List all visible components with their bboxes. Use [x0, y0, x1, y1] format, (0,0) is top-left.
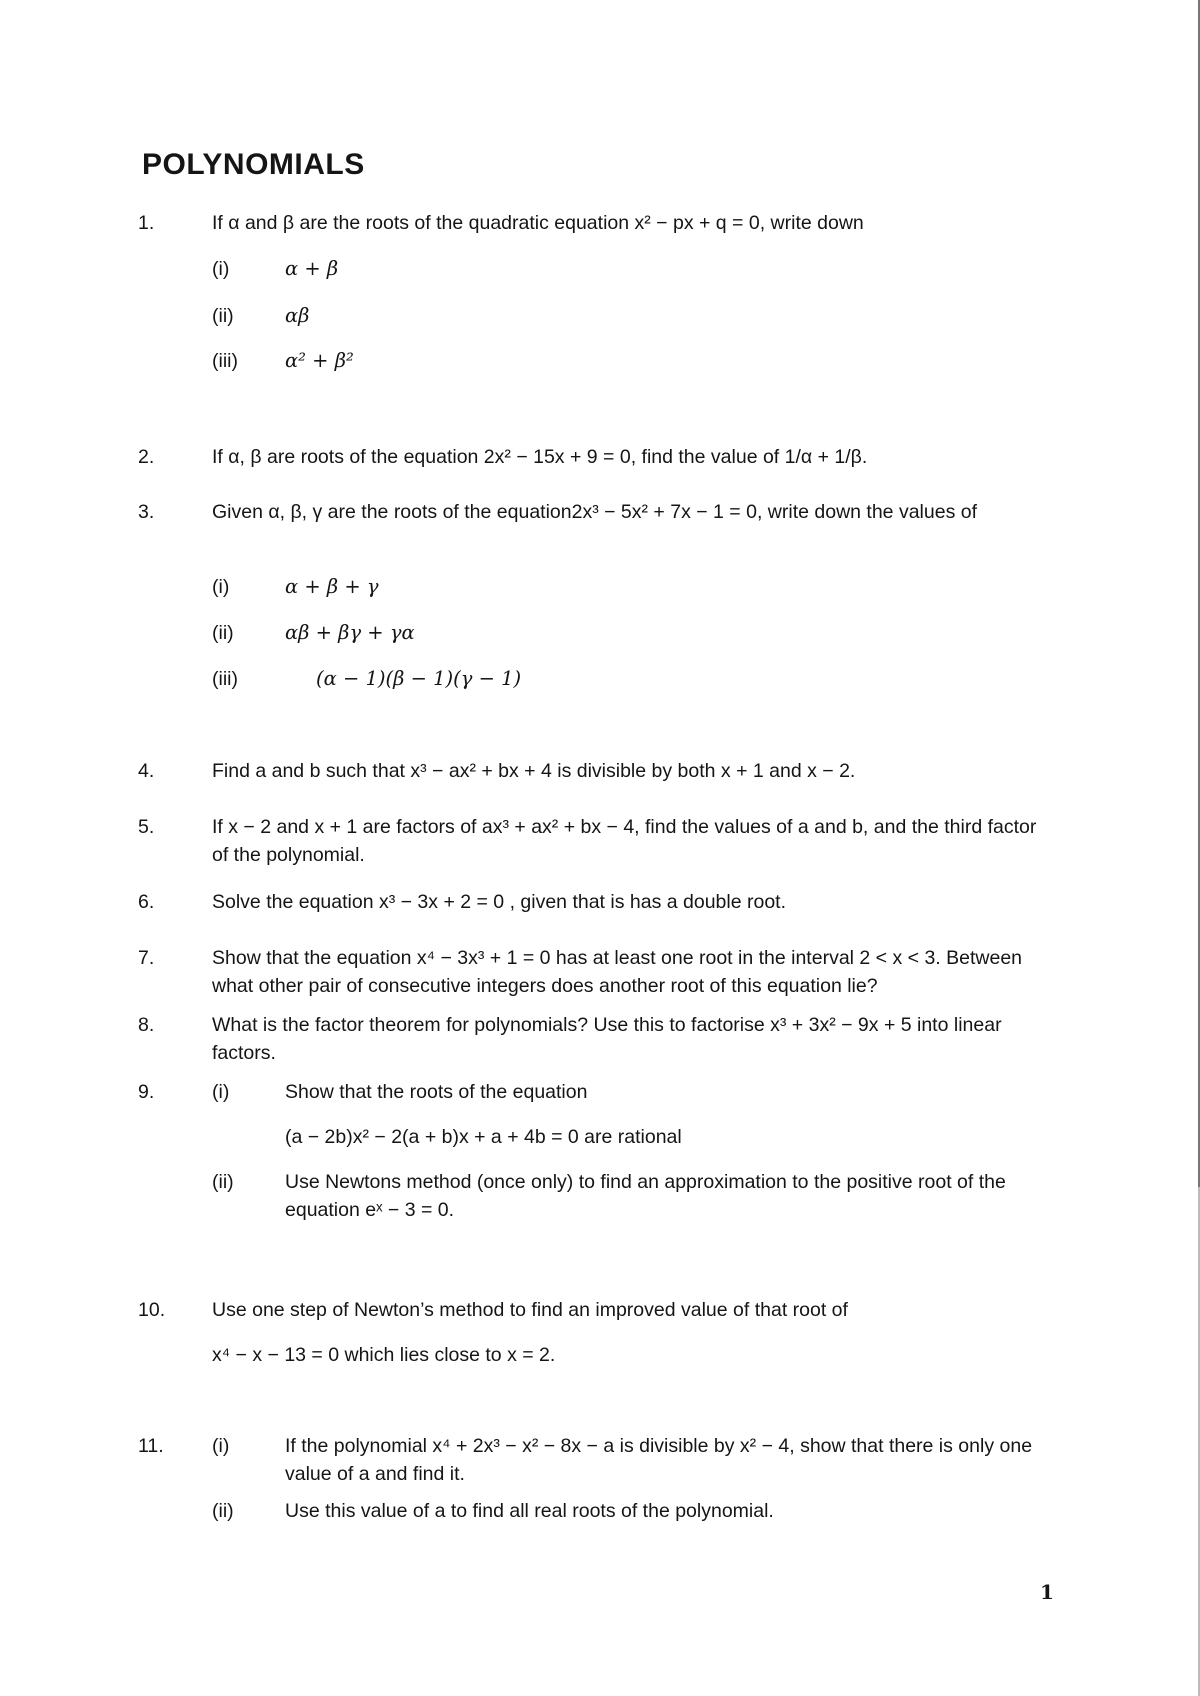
- q3-part-ii-label: (ii): [212, 622, 234, 644]
- q3-part-i-label: (i): [212, 576, 230, 598]
- question-7-number: 7.: [138, 947, 155, 969]
- q1-part-iii-label: (iii): [212, 350, 238, 372]
- q9-part-i-label: (i): [212, 1081, 230, 1103]
- question-10-number: 10.: [138, 1299, 166, 1321]
- q1-part-iii-expr: α² + β²: [285, 349, 354, 372]
- question-4-text: Find a and b such that x³ − ax² + bx + 4 is divisible by both x + 1 and x − 2.: [212, 760, 856, 782]
- q9-part-i-text: Show that the roots of the equation: [285, 1081, 588, 1103]
- q9-part-ii-label: (ii): [212, 1171, 234, 1193]
- q3-part-iii-expr: (α − 1)(β − 1)(γ − 1): [316, 667, 522, 690]
- q1-part-ii-label: (ii): [212, 305, 234, 327]
- q11-part-i-label: (i): [212, 1435, 230, 1457]
- q11-part-ii-text: Use this value of a to find all real roots of the polynomial.: [285, 1500, 774, 1522]
- q1-part-ii-expr: αβ: [285, 304, 310, 327]
- question-8-text: What is the factor theorem for polynomials? Use this to factorise x³ + 3x² − 9x + 5 into linear factors.: [212, 1014, 1002, 1064]
- question-2-text: If α, β are roots of the equation 2x² − 15x + 9 = 0, find the value of 1/α + 1/β.: [212, 446, 868, 468]
- question-1-number: 1.: [138, 212, 155, 234]
- q1-part-i-expr: α + β: [285, 257, 339, 280]
- question-6-number: 6.: [138, 891, 155, 913]
- q3-part-i-expr: α + β + γ: [285, 575, 379, 598]
- question-9-number: 9.: [138, 1081, 155, 1103]
- question-5-text: If x − 2 and x + 1 are factors of ax³ + ax² + bx − 4, find the values of a and b, and the third factor of the polynomial.: [212, 816, 1037, 866]
- q3-part-iii-label: (iii): [212, 668, 238, 690]
- q9-part-ii-text: Use Newtons method (once only) to find an approximation to the positive root of the equation eˣ − 3 = 0.: [285, 1171, 1006, 1221]
- question-11-number: 11.: [138, 1435, 164, 1457]
- question-10-equation: x⁴ − x − 13 = 0 which lies close to x = 2.: [212, 1344, 556, 1366]
- question-1-stem: If α and β are the roots of the quadratic equation x² − px + q = 0, write down: [212, 212, 864, 234]
- page-title: POLYNOMIALS: [142, 148, 365, 181]
- question-4-number: 4.: [138, 760, 155, 782]
- page-number: 1: [1040, 1580, 1054, 1604]
- question-3-stem: Given α, β, γ are the roots of the equation2x³ − 5x² + 7x − 1 = 0, write down the values of: [212, 501, 977, 523]
- q9-part-i-equation: (a − 2b)x² − 2(a + b)x + a + 4b = 0 are rational: [285, 1126, 682, 1148]
- question-3-number: 3.: [138, 501, 155, 523]
- question-8-number: 8.: [138, 1014, 155, 1036]
- q11-part-i-text: If the polynomial x⁴ + 2x³ − x² − 8x − a is divisible by x² − 4, show that there is only one value of a and find it.: [285, 1435, 1033, 1485]
- question-10-text: Use one step of Newton’s method to find an improved value of that root of: [212, 1299, 848, 1321]
- question-5-number: 5.: [138, 816, 155, 838]
- question-2-number: 2.: [138, 446, 155, 468]
- question-6-text: Solve the equation x³ − 3x + 2 = 0 , given that is has a double root.: [212, 891, 787, 913]
- q3-part-ii-expr: αβ + βγ + γα: [285, 621, 415, 644]
- q1-part-i-label: (i): [212, 258, 230, 280]
- q11-part-ii-label: (ii): [212, 1500, 234, 1522]
- question-7-text: Show that the equation x⁴ − 3x³ + 1 = 0 has at least one root in the interval 2 < x < 3. Between what other pair of consecutive integers does another root of this equation lie?: [212, 947, 1023, 997]
